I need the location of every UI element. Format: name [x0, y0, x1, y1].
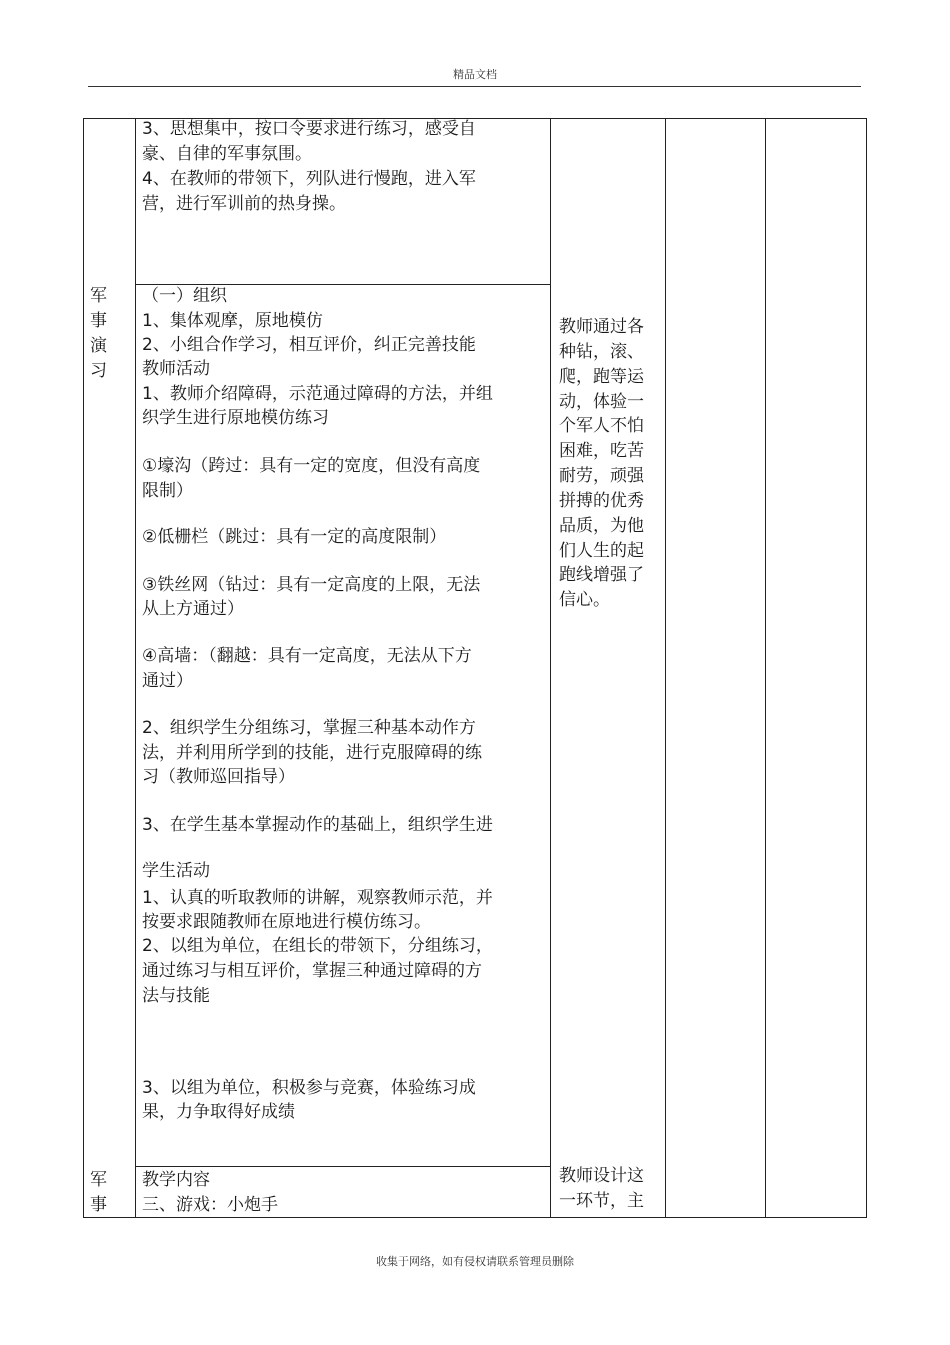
row2-line: ③铁丝网（钻过：具有一定高度的上限，无法 [142, 575, 481, 595]
design-line: 爬，跑等运 [559, 367, 644, 387]
design-line: 一环节，主 [559, 1191, 644, 1211]
row2-label-char: 演 [90, 336, 107, 356]
row2-line: 法，并利用所学到的技能，进行克服障碍的练 [142, 743, 482, 763]
row2-line: 学生活动 [142, 861, 210, 881]
row2-line: 从上方通过） [142, 599, 244, 619]
row2-line: 法与技能 [142, 986, 210, 1006]
design-line: 教师通过各 [559, 317, 644, 337]
row2-line: ②低栅栏（跳过：具有一定的高度限制） [142, 527, 447, 547]
row2-label-char: 习 [90, 361, 107, 381]
row1-line: 3、思想集中，按口令要求进行练习，感受自 [142, 119, 476, 139]
row2-line: 2、以组为单位，在组长的带领下，分组练习， [142, 936, 493, 956]
row3-label-char: 军 [90, 1170, 107, 1190]
row2-line: 织学生进行原地模仿练习 [142, 408, 329, 428]
design-line: 拼搏的优秀 [559, 491, 644, 511]
col-divider-1 [135, 118, 136, 1218]
row3-line: 教学内容 [142, 1170, 210, 1190]
row2-line: 通过练习与相互评价，掌握三种通过障碍的方 [142, 961, 482, 981]
row2-label-char: 军 [90, 286, 107, 306]
table-right-border [866, 118, 867, 1218]
row2-line: 2、小组合作学习，相互评价，纠正完善技能 [142, 335, 476, 355]
row1-line: 4、在教师的带领下，列队进行慢跑，进入军 [142, 169, 476, 189]
row2-line: 习（教师巡回指导） [142, 767, 295, 787]
row2-label [90, 284, 114, 384]
row2-line: 通过） [142, 671, 193, 691]
row2-line: 按要求跟随教师在原地进行模仿练习。 [142, 912, 431, 932]
row2-line: 教师活动 [142, 359, 210, 379]
design-line: 个军人不怕 [559, 416, 644, 436]
row1-line: 营，进行军训前的热身操。 [142, 194, 346, 214]
row2-line: 限制） [142, 481, 193, 501]
design-line: 动，体验一 [559, 392, 644, 412]
design-line: 困难，吃苦 [559, 441, 644, 461]
row1-line: 豪、自律的军事氛围。 [142, 144, 312, 164]
row2-line: 1、集体观摩，原地模仿 [142, 311, 323, 331]
col-divider-2 [550, 118, 551, 1218]
design-line: 跑线增强了 [559, 565, 644, 585]
row2-line: （一）组织 [142, 286, 227, 306]
page-header: 精品文档 [453, 68, 497, 81]
table-left-border [83, 118, 84, 1218]
row3-label [90, 1168, 114, 1218]
row2-line: 2、组织学生分组练习，掌握三种基本动作方 [142, 718, 476, 738]
row2-line: ①壕沟（跨过：具有一定的宽度，但没有高度 [142, 456, 481, 476]
row2-line: 3、在学生基本掌握动作的基础上，组织学生进 [142, 815, 493, 835]
row2-line: 1、认真的听取教师的讲解，观察教师示范，并 [142, 888, 493, 908]
col-divider-3 [665, 118, 666, 1218]
col-divider-4 [765, 118, 766, 1218]
design-line: 品质，为他 [559, 516, 644, 536]
row2-line: 果，力争取得好成绩 [142, 1102, 295, 1122]
design-line: 们人生的起 [559, 541, 644, 561]
row2-line: 3、以组为单位，积极参与竞赛，体验练习成 [142, 1078, 476, 1098]
design-line: 耐劳，顽强 [559, 466, 644, 486]
row2-label-char: 事 [90, 311, 107, 331]
page-footer: 收集于网络，如有侵权请联系管理员删除 [376, 1255, 574, 1268]
row-divider-2 [135, 1166, 550, 1167]
design-line: 种钻，滚、 [559, 342, 644, 362]
row2-line: 1、教师介绍障碍，示范通过障碍的方法，并组 [142, 384, 493, 404]
row3-label-char: 事 [90, 1195, 107, 1215]
design-line: 信心。 [559, 590, 610, 610]
header-rule [88, 86, 861, 87]
design-line: 教师设计这 [559, 1166, 644, 1186]
row2-line: ④高墙：（翻越：具有一定高度，无法从下方 [142, 646, 472, 666]
row3-line: 三、游戏：小炮手 [142, 1195, 278, 1215]
